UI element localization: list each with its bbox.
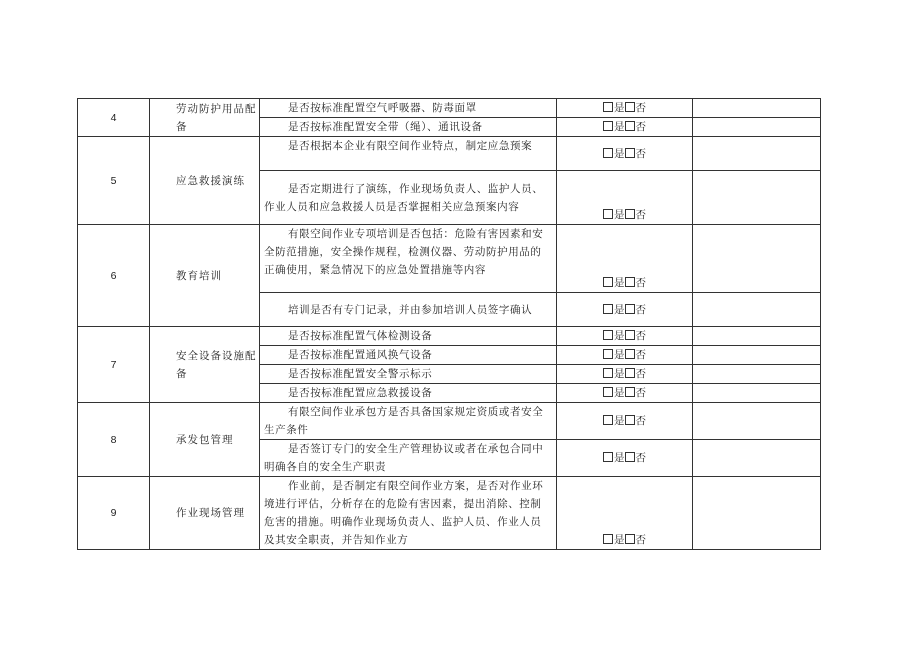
check-item: 承发包管理 [150, 403, 260, 477]
result-checkboxes: 是 否 [557, 118, 693, 137]
check-item: 教育培训 [150, 225, 260, 327]
table-row [78, 403, 821, 440]
check-content: 是否按标准配置通风换气设备 [260, 346, 557, 365]
result-checkboxes: 是 否 [557, 440, 693, 477]
yes-checkbox[interactable] [603, 277, 613, 287]
check-item: 应急救援演练 [150, 137, 260, 225]
yes-checkbox[interactable] [603, 304, 613, 314]
yes-checkbox[interactable] [603, 121, 613, 131]
yes-checkbox[interactable] [603, 534, 613, 544]
row-number: 4 [78, 99, 150, 137]
yes-checkbox[interactable] [603, 452, 613, 462]
check-content: 作业前，是否制定有限空间作业方案，是否对作业环境进行评估，分析存在的危险有害因素，提出消除、控制危害的措施。明确作业现场负责人、监护人员、作业人员及其安全职责，并告知作业方 [260, 477, 557, 550]
row-number: 7 [78, 327, 150, 403]
remarks-cell [693, 225, 821, 293]
result-checkboxes: 是 否 [557, 137, 693, 171]
result-checkboxes: 是 否 [557, 365, 693, 384]
no-checkbox[interactable] [625, 304, 635, 314]
row-number: 9 [78, 477, 150, 550]
no-checkbox[interactable] [625, 349, 635, 359]
row-number: 8 [78, 403, 150, 477]
no-checkbox[interactable] [625, 415, 635, 425]
no-checkbox[interactable] [625, 452, 635, 462]
table-row [78, 225, 821, 293]
result-checkboxes: 是 否 [557, 327, 693, 346]
yes-checkbox[interactable] [603, 209, 613, 219]
no-checkbox[interactable] [625, 209, 635, 219]
remarks-cell [693, 403, 821, 440]
remarks-cell [693, 365, 821, 384]
yes-checkbox[interactable] [603, 349, 613, 359]
check-content: 是否按标准配置安全带（绳）、通讯设备 [260, 118, 557, 137]
remarks-cell [693, 440, 821, 477]
result-checkboxes: 是 否 [557, 384, 693, 403]
yes-checkbox[interactable] [603, 330, 613, 340]
no-checkbox[interactable] [625, 277, 635, 287]
table-row [78, 477, 821, 550]
result-checkboxes: 是 否 [557, 477, 693, 550]
no-checkbox[interactable] [625, 387, 635, 397]
result-checkboxes: 是 否 [557, 403, 693, 440]
remarks-cell [693, 118, 821, 137]
yes-checkbox[interactable] [603, 368, 613, 378]
yes-checkbox[interactable] [603, 415, 613, 425]
check-content: 是否按标准配置安全警示标示 [260, 365, 557, 384]
check-content: 有限空间作业专项培训是否包括：危险有害因素和安全防范措施，安全操作规程，检测仪器、劳动防护用品的正确使用，紧急情况下的应急处置措施等内容 [260, 225, 557, 293]
check-content: 有限空间作业承包方是否具备国家规定资质或者安全生产条件 [260, 403, 557, 440]
no-checkbox[interactable] [625, 148, 635, 158]
yes-checkbox[interactable] [603, 387, 613, 397]
check-item: 安全设备设施配备 [150, 327, 260, 403]
no-checkbox[interactable] [625, 121, 635, 131]
row-number: 6 [78, 225, 150, 327]
no-checkbox[interactable] [625, 102, 635, 112]
remarks-cell [693, 346, 821, 365]
table-row [78, 99, 821, 118]
result-checkboxes: 是 否 [557, 293, 693, 327]
remarks-cell [693, 171, 821, 225]
no-checkbox[interactable] [625, 330, 635, 340]
remarks-cell [693, 293, 821, 327]
table-row [78, 327, 821, 346]
row-number: 5 [78, 137, 150, 225]
no-checkbox[interactable] [625, 368, 635, 378]
result-checkboxes: 是 否 [557, 171, 693, 225]
check-item: 劳动防护用品配备 [150, 99, 260, 137]
check-content: 是否签订专门的安全生产管理协议或者在承包合同中明确各自的安全生产职责 [260, 440, 557, 477]
remarks-cell [693, 99, 821, 118]
check-content: 是否按标准配置应急救援设备 [260, 384, 557, 403]
remarks-cell [693, 137, 821, 171]
check-item: 作业现场管理 [150, 477, 260, 550]
result-checkboxes: 是 否 [557, 346, 693, 365]
table-row [78, 137, 821, 171]
yes-checkbox[interactable] [603, 102, 613, 112]
check-content: 是否定期进行了演练，作业现场负责人、监护人员、作业人员和应急救援人员是否掌握相关应急预案内容 [260, 171, 557, 225]
check-content: 是否按标准配置气体检测设备 [260, 327, 557, 346]
no-checkbox[interactable] [625, 534, 635, 544]
remarks-cell [693, 327, 821, 346]
check-content: 是否按标准配置空气呼吸器、防毒面罩 [260, 99, 557, 118]
result-checkboxes: 是 否 [557, 99, 693, 118]
inspection-checklist-table [77, 98, 821, 550]
check-content: 培训是否有专门记录，并由参加培训人员签字确认 [260, 293, 557, 327]
result-checkboxes: 是 否 [557, 225, 693, 293]
remarks-cell [693, 477, 821, 550]
check-content: 是否根据本企业有限空间作业特点，制定应急预案 [260, 137, 557, 171]
yes-checkbox[interactable] [603, 148, 613, 158]
remarks-cell [693, 384, 821, 403]
